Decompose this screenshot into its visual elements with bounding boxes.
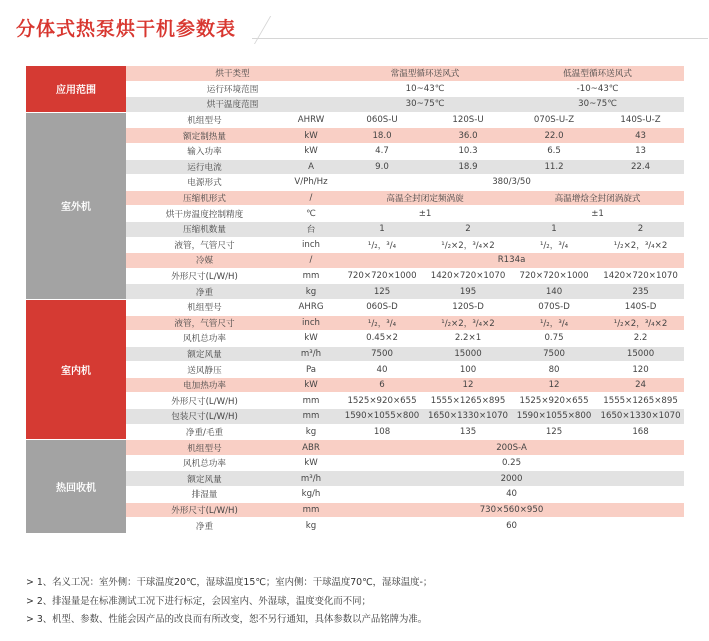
- cell: 120S-D: [425, 299, 511, 315]
- row-label: 烘干温度范围: [126, 97, 339, 113]
- cell: 1650×1330×1070: [597, 409, 684, 425]
- cell: 43: [597, 128, 684, 144]
- unit-cell: mm: [283, 268, 339, 284]
- row-label: 额定风量: [126, 471, 283, 487]
- cell: 2: [597, 221, 684, 237]
- cell: ±1: [511, 206, 684, 222]
- unit-cell: kW: [283, 331, 339, 347]
- unit-cell: inch: [283, 237, 339, 253]
- cell: 140S-D: [597, 299, 684, 315]
- cell: 1555×1265×895: [597, 393, 684, 409]
- cell: 135: [425, 424, 511, 440]
- cell: 060S-D: [339, 299, 425, 315]
- cell: 10~43℃: [339, 81, 511, 97]
- cell: 1590×1055×800: [339, 409, 425, 425]
- page-title: 分体式热泵烘干机参数表: [16, 18, 237, 40]
- cell: 100: [425, 362, 511, 378]
- cell: 140S-U-Z: [597, 112, 684, 128]
- cell: 1420×720×1070: [597, 268, 684, 284]
- cell: 10.3: [425, 143, 511, 159]
- footnotes: [26, 574, 432, 630]
- row-label: 机组型号: [126, 440, 283, 456]
- cell: 108: [339, 424, 425, 440]
- row-label: 烘干房温度控制精度: [126, 206, 283, 222]
- unit-cell: mm: [283, 502, 339, 518]
- unit-cell: ABR: [283, 440, 339, 456]
- footnote: > 1、名义工况：室外侧：干球温度20℃，湿球温度15℃；室内侧：干球温度70℃，湿球温度-；: [26, 577, 433, 588]
- row-label: 净重: [126, 518, 283, 534]
- cell: -10~43℃: [511, 81, 684, 97]
- unit-cell: 台: [283, 221, 339, 237]
- cell: 6.5: [511, 143, 597, 159]
- cell: 140: [511, 284, 597, 300]
- cell: ¹/₂×2，³/₄×2: [425, 315, 511, 331]
- cell: 2000: [339, 471, 684, 487]
- unit-cell: mm: [283, 393, 339, 409]
- row-label: 净重/毛重: [126, 424, 283, 440]
- cell: 40: [339, 362, 425, 378]
- cell: 060S-U: [339, 112, 425, 128]
- cell: 1650×1330×1070: [425, 409, 511, 425]
- unit-cell: ℃: [283, 206, 339, 222]
- cell: 15000: [425, 346, 511, 362]
- cell: 168: [597, 424, 684, 440]
- unit-cell: m³/h: [283, 471, 339, 487]
- cell: ¹/₂，³/₄: [511, 237, 597, 253]
- cell: 12: [425, 377, 511, 393]
- cell: 80: [511, 362, 597, 378]
- cell: 125: [339, 284, 425, 300]
- unit-cell: V/Ph/Hz: [283, 175, 339, 191]
- unit-cell: kg: [283, 424, 339, 440]
- table-row: [26, 66, 684, 81]
- cell: 36.0: [425, 128, 511, 144]
- cell: 2: [425, 221, 511, 237]
- cell: 070S-U-Z: [511, 112, 597, 128]
- cell: 1: [511, 221, 597, 237]
- cell: 120S-U: [425, 112, 511, 128]
- cell: ±1: [339, 206, 511, 222]
- cell: 1420×720×1070: [425, 268, 511, 284]
- table-row: [26, 440, 684, 456]
- cell: 13: [597, 143, 684, 159]
- cell: ¹/₂×2，³/₄×2: [597, 237, 684, 253]
- table-row: [26, 299, 684, 315]
- cell: 0.45×2: [339, 331, 425, 347]
- row-label: 外形尺寸(L/W/H): [126, 268, 283, 284]
- cell: 高温增焓全封闭涡旋式: [511, 190, 684, 206]
- table-row: [26, 112, 684, 128]
- cell: 0.25: [339, 455, 684, 471]
- unit-cell: kW: [283, 377, 339, 393]
- unit-cell: AHRG: [283, 299, 339, 315]
- cell: 2.2: [597, 331, 684, 347]
- unit-cell: Pa: [283, 362, 339, 378]
- cell: 1555×1265×895: [425, 393, 511, 409]
- row-label: 风机总功率: [126, 455, 283, 471]
- cell: 4.7: [339, 143, 425, 159]
- cell: 22.4: [597, 159, 684, 175]
- cell: ¹/₂，³/₄: [339, 315, 425, 331]
- cell: 070S-D: [511, 299, 597, 315]
- cell: R134a: [339, 253, 684, 269]
- cell: 120: [597, 362, 684, 378]
- row-label: 额定制热量: [126, 128, 283, 144]
- unit-cell: kW: [283, 455, 339, 471]
- cell: ¹/₂，³/₄: [339, 237, 425, 253]
- cell: 730×560×950: [339, 502, 684, 518]
- row-label: 冷媒: [126, 253, 283, 269]
- cell: 22.0: [511, 128, 597, 144]
- cell: 235: [597, 284, 684, 300]
- row-label: 液管，气管尺寸: [126, 237, 283, 253]
- cell: ¹/₂，³/₄: [511, 315, 597, 331]
- cell: 0.75: [511, 331, 597, 347]
- cell: 60: [339, 518, 684, 534]
- row-label: 风机总功率: [126, 331, 283, 347]
- unit-cell: /: [283, 253, 339, 269]
- unit-cell: kg: [283, 518, 339, 534]
- footnote: > 3、机型、参数、性能会因产品的改良而有所改变，恕不另行通知，具体参数以产品铭牌为准。: [26, 614, 428, 625]
- cell: 12: [511, 377, 597, 393]
- section-header-application: 应用范围: [26, 66, 126, 112]
- spec-table: [26, 66, 684, 534]
- cell: ¹/₂×2，³/₄×2: [425, 237, 511, 253]
- cell: 常温型循环送风式: [339, 66, 511, 81]
- cell: 380/3/50: [339, 175, 684, 191]
- row-label: 包装尺寸(L/W/H): [126, 409, 283, 425]
- unit-cell: /: [283, 190, 339, 206]
- unit-cell: kg: [283, 284, 339, 300]
- unit-cell: kW: [283, 128, 339, 144]
- cell: 7500: [339, 346, 425, 362]
- row-label: 烘干类型: [126, 66, 339, 81]
- row-label: 机组型号: [126, 299, 283, 315]
- cell: 24: [597, 377, 684, 393]
- unit-cell: kg/h: [283, 487, 339, 503]
- unit-cell: kW: [283, 143, 339, 159]
- cell: 9.0: [339, 159, 425, 175]
- cell: 18.0: [339, 128, 425, 144]
- row-label: 外形尺寸(L/W/H): [126, 502, 283, 518]
- row-label: 排湿量: [126, 487, 283, 503]
- row-label: 压缩机数量: [126, 221, 283, 237]
- row-label: 液管，气管尺寸: [126, 315, 283, 331]
- row-label: 压缩机形式: [126, 190, 283, 206]
- row-label: 电源形式: [126, 175, 283, 191]
- cell: 11.2: [511, 159, 597, 175]
- cell: 195: [425, 284, 511, 300]
- section-header-indoor: 室内机: [26, 299, 126, 439]
- row-label: 外形尺寸(L/W/H): [126, 393, 283, 409]
- unit-cell: mm: [283, 409, 339, 425]
- unit-cell: m³/h: [283, 346, 339, 362]
- cell: 30~75℃: [511, 97, 684, 113]
- cell: 200S-A: [339, 440, 684, 456]
- row-label: 输入功率: [126, 143, 283, 159]
- row-label: 额定风量: [126, 346, 283, 362]
- cell: 1525×920×655: [511, 393, 597, 409]
- cell: 1: [339, 221, 425, 237]
- row-label: 电加热功率: [126, 377, 283, 393]
- section-header-outdoor: 室外机: [26, 112, 126, 299]
- cell: 1525×920×655: [339, 393, 425, 409]
- row-label: 运行电流: [126, 159, 283, 175]
- row-label: 运行环境范围: [126, 81, 339, 97]
- cell: 6: [339, 377, 425, 393]
- cell: 7500: [511, 346, 597, 362]
- title-divider-line: [252, 38, 708, 39]
- row-label: 送风静压: [126, 362, 283, 378]
- cell: 720×720×1000: [339, 268, 425, 284]
- row-label: 净重: [126, 284, 283, 300]
- unit-cell: AHRW: [283, 112, 339, 128]
- row-label: 机组型号: [126, 112, 283, 128]
- section-header-recovery: 热回收机: [26, 440, 126, 534]
- cell: 18.9: [425, 159, 511, 175]
- unit-cell: A: [283, 159, 339, 175]
- cell: ¹/₂×2，³/₄×2: [597, 315, 684, 331]
- unit-cell: inch: [283, 315, 339, 331]
- cell: 2.2×1: [425, 331, 511, 347]
- cell: 低温型循环送风式: [511, 66, 684, 81]
- cell: 15000: [597, 346, 684, 362]
- cell: 高温全封闭定频涡旋: [339, 190, 511, 206]
- cell: 40: [339, 487, 684, 503]
- title-divider-slash: [254, 16, 271, 44]
- cell: 720×720×1000: [511, 268, 597, 284]
- cell: 125: [511, 424, 597, 440]
- cell: 1590×1055×800: [511, 409, 597, 425]
- cell: 30~75℃: [339, 97, 511, 113]
- footnote: > 2、排湿量是在标准测试工况下进行标定，会因室内、外湿球，温度变化而不同；: [26, 595, 371, 607]
